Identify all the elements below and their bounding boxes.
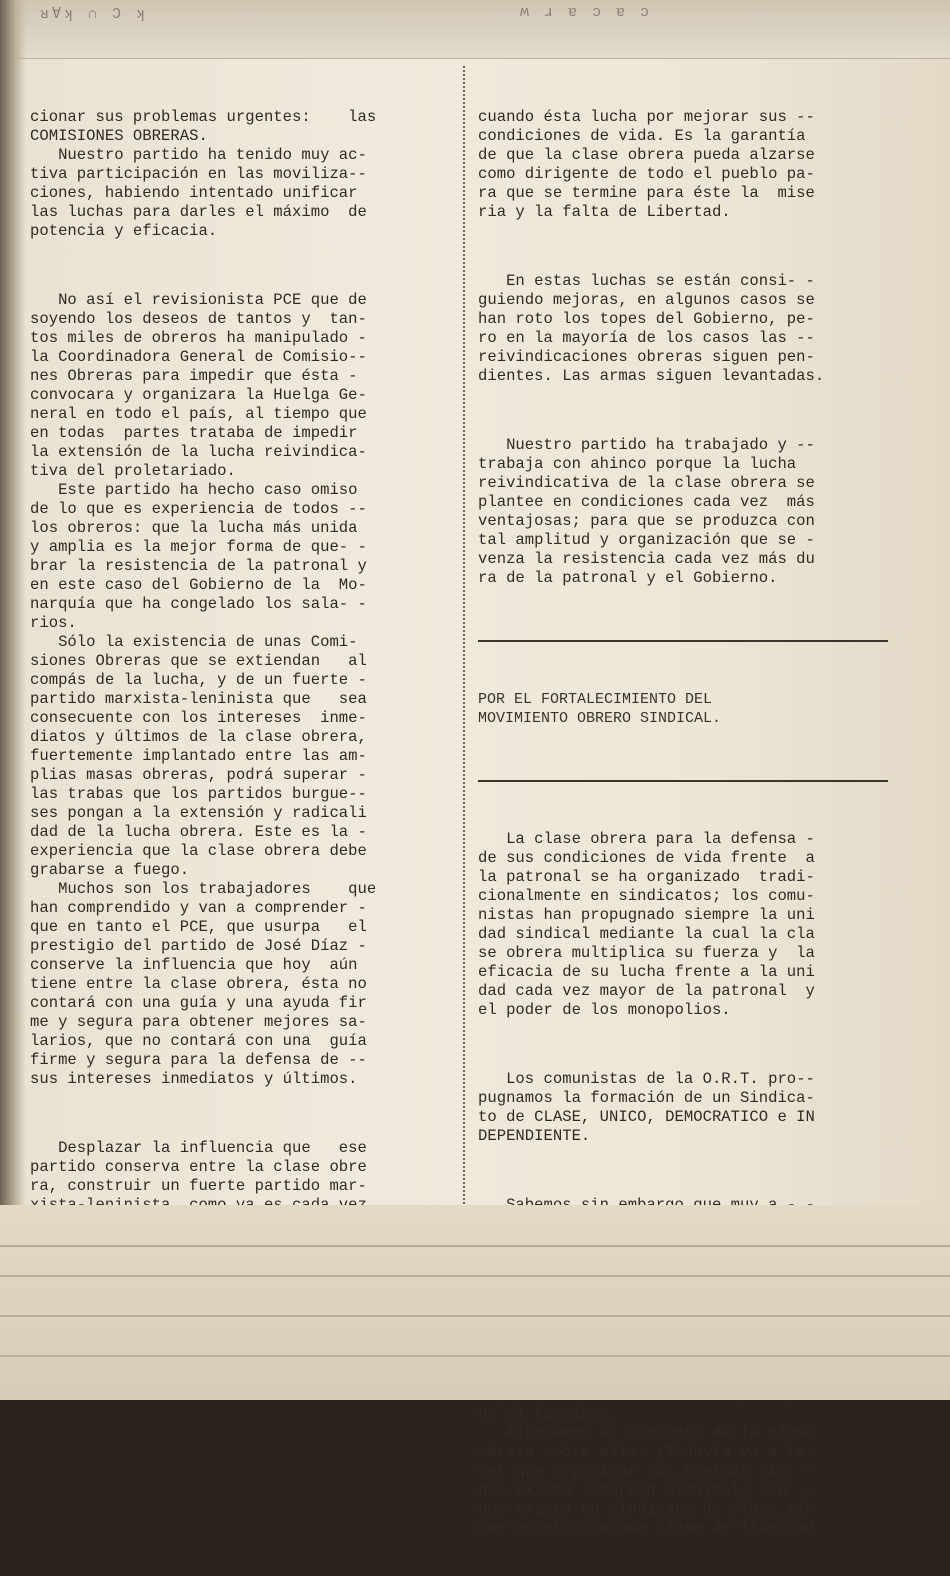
- binding-shadow: [0, 0, 26, 1400]
- page-edge-line: [0, 1245, 950, 1247]
- page-edge-line: [0, 1275, 950, 1277]
- previous-page-edge: [0, 0, 950, 59]
- section-rule-bottom: [478, 780, 888, 782]
- column-divider: [463, 66, 467, 1216]
- left-paragraph-2: No así el revisionista PCE que de soyendo los deseos de tantos y tan- tos miles de obreros ha manipulado - la Coordinadora General de Comisio-- nes Obreras para impedir que ésta - convocara y organizara la Huelga Ge- neral en todo el país, al tiempo que en todas partes trataba de impedir la extensión de la lucha reivindica- tiva del proletariado. Este partido ha hecho caso omiso de lo que es experiencia de todos -- los obreros: que la lucha más unida y amplia es la mejor forma de que- - brar la resistencia de la patronal y en este caso del Gobierno de la Mo- narquía que ha congelado los sala- - rios. Sólo la existencia de unas Comi- siones Obreras que se extiendan al compás de la lucha, y de un fuerte - partido marxista-leninista que sea consecuente con los intereses inme- diatos y últimos de la clase obrera, fuertemente implantado entre las am- plias masas obreras, podrá superar - las trabas que los partidos burgue-- ses pongan a la extensión y radicali dad de la lucha obrera. Este es la - experiencia que la clase obrera debe grabarse a fuego. Muchos son los trabajadores que han comprendido y van a comprender - que en tanto el PCE, que usurpa el prestigio del partido de José Díaz - conserve la influencia que hoy aún tiene entre la clase obrera, ésta no contará con una guía y una ayuda fir me y segura para obtener mejores sa- larios, que no contará con una guía firme y segura para la defensa de -- sus intereses inmediatos y últimos.: [30, 291, 377, 1088]
- page-edge-line: [0, 1315, 950, 1317]
- right-paragraph-5: Los comunistas de la O.R.T. pro-- pugnamos la formación de un Sindica- to de CLASE, UNICO, DEMOCRATICO e IN DEPENDIENTE.: [478, 1070, 815, 1145]
- section-rule-top: [478, 640, 888, 642]
- right-paragraph-4: La clase obrera para la defensa - de sus condiciones de vida frente a la patronal se ha organizado tradi- cionalmente en sindicatos; los comu- nistas han propugnado siempre la uni dad sindical mediante la cual la cla se obrera multiplica su fuerza y la eficacia de su lucha frente a la uni dad cada vez mayor de la patronal y el poder de los monopolios.: [478, 830, 815, 1019]
- right-paragraph-2: En estas luchas se están consi- - guiendo mejoras, en algunos casos se han roto los topes del Gobierno, pe- ro en la mayoría de los casos las -- reivindicaciones obreras siguen pen- dientes. Las armas siguen levantadas.: [478, 272, 825, 385]
- page-stack-edge: [0, 1205, 950, 1400]
- right-paragraph-6: ne el fascismo. Alertamos al conjunto de la clase obrera sobre ello. ¡Todavía va a te- ner que organizar sus huelgas sin -- que exista libertad sindical; sin -- que exista un sindicato de clase,sin que exista ninguna clase de libertad: [478, 1405, 815, 1537]
- left-column: [30, 70, 460, 1348]
- left-paragraph-1: cionar sus problemas urgentes: las COMISIONES OBRERAS. Nuestro partido ha tenido muy ac- tiva participación en las moviliza-- ciones, habiendo intentado unificar las luchas para darles el máximo de potencia y eficacia.: [30, 108, 377, 240]
- bleed-through-text: ᴚ∀ʞ ∩ Ɔ ʞ: [40, 6, 149, 23]
- left-paragraph-3: Desplazar la influencia que ese partido conserva entre la clase obre ra, construir un fuerte partido mar-: [30, 1139, 367, 1195]
- section-heading: POR EL FORTALECIMIENTO DEL MOVIMIENTO OBRERO SINDICAL.: [478, 691, 722, 727]
- bleed-through-text: ʍ ɹ ɐ ɔ ɐ ɔ: [520, 4, 653, 21]
- page-edge-line: [0, 1355, 950, 1357]
- right-paragraph-3: Nuestro partido ha trabajado y -- trabaja con ahinco porque la lucha reivindicativa de la clase obrera se plantee en condiciones cada vez más ventajosas; para que se produzca con tal amplitud y organización que se - venza la resistencia cada vez más du ra de la patronal y el Gobierno.: [478, 436, 815, 587]
- right-paragraph-1: cuando ésta lucha por mejorar sus -- condiciones de vida. Es la garantía de que la clase obrera pueda alzarse como dirigente de todo el pueblo pa- ra que se termine para éste la mise ria y la falta de Libertad.: [478, 108, 815, 221]
